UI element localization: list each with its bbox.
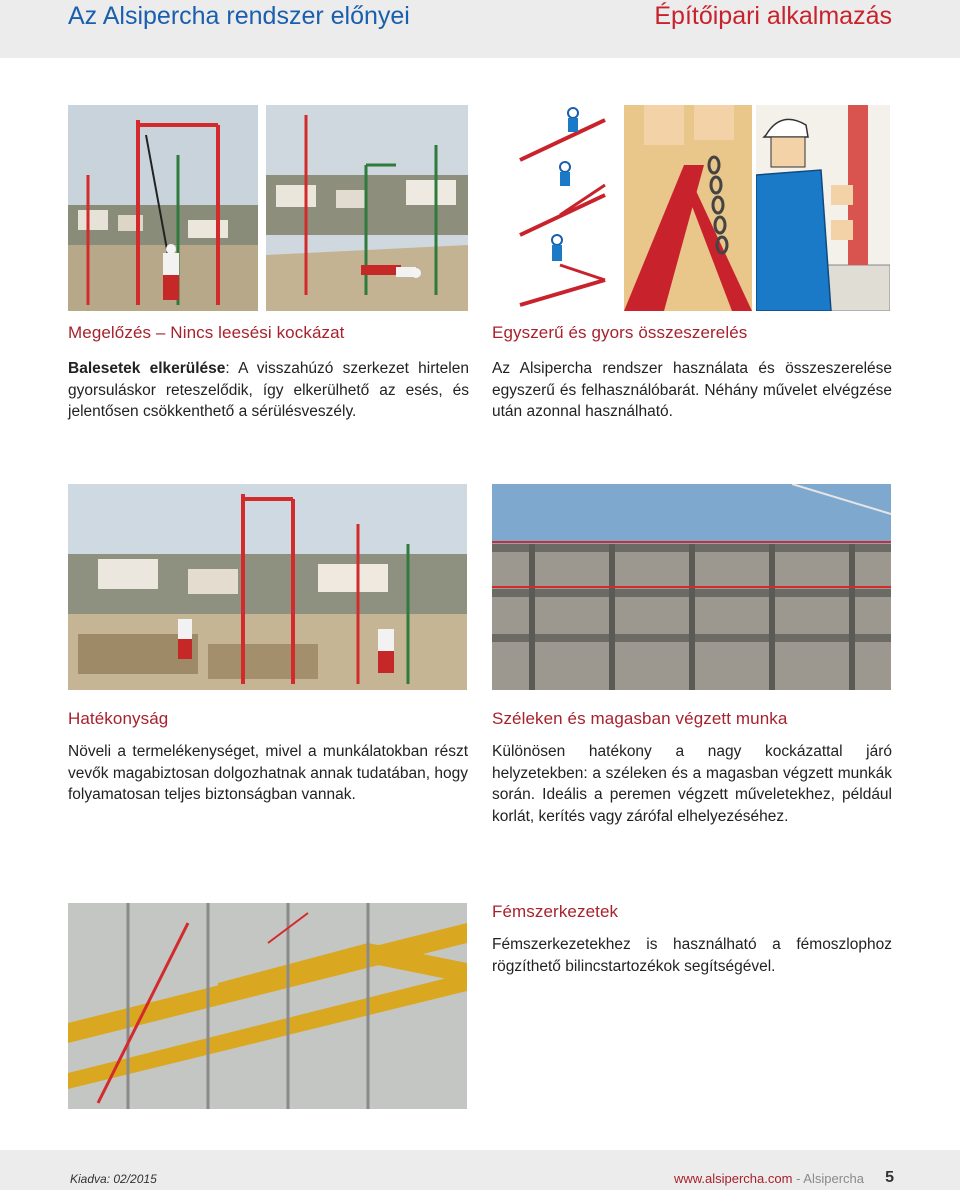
page-header <box>0 0 960 58</box>
heading-edge-work: Széleken és magasban végzett munka <box>492 709 788 728</box>
illustration-chain-hands <box>624 105 752 311</box>
heading-assembly: Egyszerű és gyors összeszerelés <box>492 323 748 342</box>
page-title: Az Alsipercha rendszer előnyei <box>68 2 410 30</box>
page-number: 5 <box>885 1169 894 1186</box>
text-metal: Fémszerkezetekhez is használható a fémoszlophoz rögzíthető bilincstartozékok segítségével. <box>492 936 892 975</box>
website-link[interactable]: www.alsipercha.com <box>673 1171 793 1186</box>
photo-site-workers-2 <box>266 105 468 311</box>
edition-date: Kiadva: 02/2015 <box>70 1172 157 1186</box>
brand-name: - Alsipercha <box>792 1171 864 1186</box>
page-footer <box>0 1150 960 1190</box>
heading-efficiency: Hatékonyság <box>68 709 169 728</box>
text-efficiency: Növeli a termelékenységet, mivel a munkálatokban részt vevők magabiztosan dolgozhatnak annak tudatában, hogy folyamatosan teljes biztonságban vannak. <box>68 743 468 803</box>
footer-site <box>674 1171 864 1186</box>
text-edge-work: Különösen hatékony a nagy kockázattal járó helyzetekben: a széleken és a magasban végzett munkák során. Ideális a peremen végzett műveletekhez, például korlát, kerítés vagy zárófal elhelyezéséhez. <box>492 743 892 825</box>
photo-metal-structure <box>68 903 467 1109</box>
photo-building-construction <box>492 484 891 690</box>
text-prevention-body: : A visszahúzó szerkezet hirtelen gyorsuláskor reteszelődik, így elkerülhető az esés, és jelentősen csökkenthető a sérülésveszély. <box>68 360 469 420</box>
heading-prevention: Megelőzés – Nincs leesési kockázat <box>68 323 345 342</box>
section-category: Építőipari alkalmazás <box>654 2 892 30</box>
illustration-worker-helmet <box>756 105 890 311</box>
photo-site-workers-1 <box>68 105 258 311</box>
text-prevention <box>68 358 469 423</box>
illustration-assembly-steps <box>500 105 620 311</box>
text-prevention-lead: Balesetek elkerülése <box>68 360 226 377</box>
text-assembly: Az Alsipercha rendszer használata és összeszerelése egyszerű és felhasználóbarát. Néhány művelet elvégzése után azonnal használható. <box>492 360 892 420</box>
photo-workers-boards <box>68 484 467 690</box>
heading-metal: Fémszerkezetek <box>492 902 619 921</box>
